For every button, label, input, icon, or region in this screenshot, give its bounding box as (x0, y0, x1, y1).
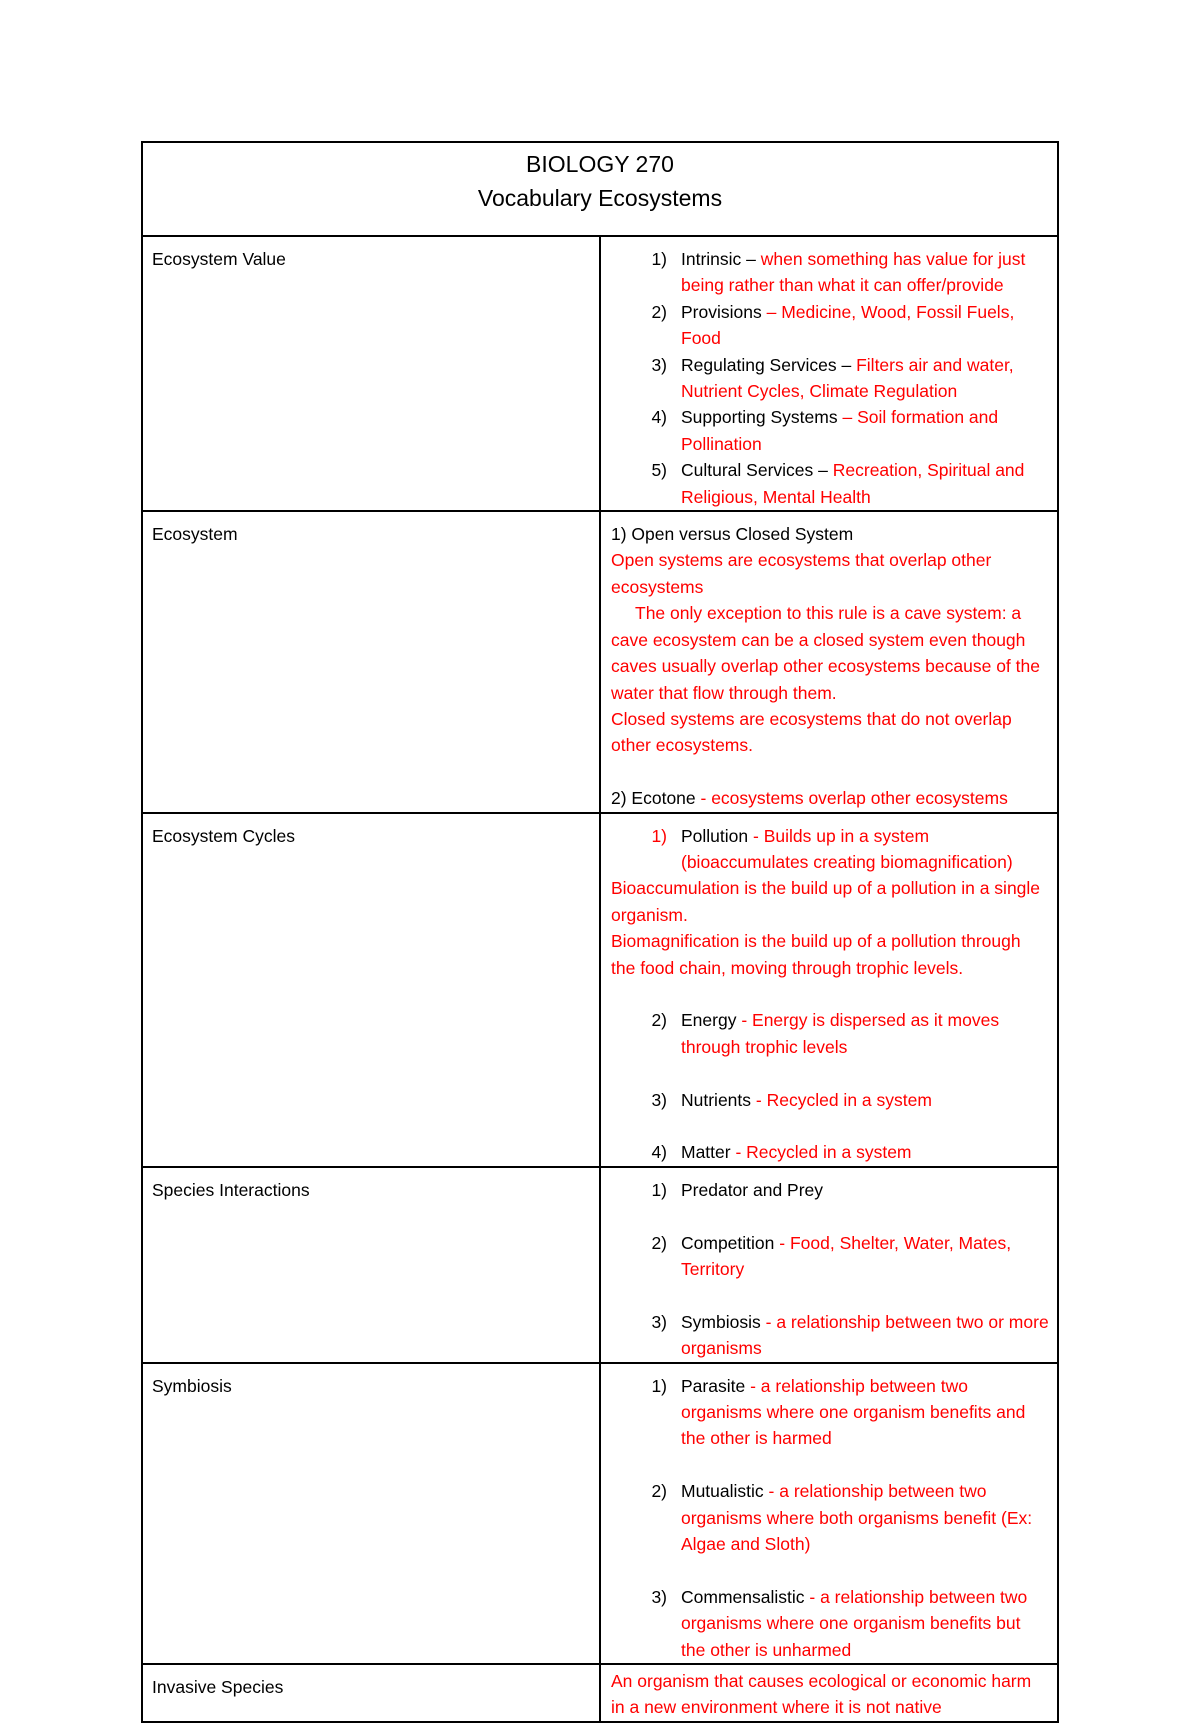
title-cell (142, 142, 1058, 236)
table-row-symbiosis (142, 1363, 1058, 1664)
list-number: 2) (651, 1232, 667, 1253)
ecotone-definition: ecosystems overlap other ecosystems (711, 788, 1008, 809)
list-item (611, 1007, 1049, 1060)
item-definition: Recreation, Spiritual and Religious, Mental Health (681, 460, 1025, 507)
list-item (611, 1478, 1049, 1557)
term-cell: Ecosystem Value (142, 236, 600, 511)
cave-exception-text: The only exception to this rule is a cave system: a cave ecosystem can be a closed system even though caves usually overlap other ecosystems because of the water that flow through them. (611, 603, 1040, 703)
item-label: Matter (681, 1142, 731, 1163)
item-definition: Soil formation and Pollination (681, 407, 999, 454)
item-separator: – (837, 407, 858, 428)
definition-cell (600, 511, 1058, 812)
document-title: Vocabulary Ecosystems (477, 185, 723, 211)
table-row-invasive-species (142, 1664, 1058, 1722)
list-number: 2) (651, 301, 667, 322)
item-definition: Energy is dispersed as it moves through trophic levels (681, 1010, 1000, 1057)
item-separator: - (774, 1232, 790, 1253)
list-number: 3) (651, 1311, 667, 1332)
item-label: Commensalistic (681, 1586, 805, 1607)
definition-cell (600, 1363, 1058, 1664)
list-item (611, 1087, 1049, 1113)
item-definition: Builds up in a system (bioaccumulates creating biomagnification) (681, 825, 1013, 872)
list-number: 2) (651, 1481, 667, 1502)
item-definition: a relationship between two organisms where one organism benefits and the other is harmed (681, 1375, 1026, 1449)
list-item (611, 823, 1049, 876)
item-separator: - (748, 825, 764, 846)
list-item (611, 457, 1049, 510)
ecotone-separator: - (695, 788, 712, 809)
list-item (611, 1139, 1049, 1165)
list-item (611, 299, 1049, 352)
item-definition: Filters air and water, Nutrient Cycles, Climate Regulation (681, 354, 1014, 402)
item-definition: when something has value for just being rather than what it can offer/provide (681, 249, 1026, 296)
item-separator: - (760, 1311, 777, 1332)
definition-cell (600, 236, 1058, 511)
list-number: 1) (651, 249, 667, 269)
item-label: Supporting Systems (681, 407, 838, 428)
item-definition: Recycled in a system (746, 1142, 912, 1163)
item-definition: a relationship between two organisms where both organisms benefit (Ex: Algae and Sloth) (681, 1481, 1033, 1554)
list-number: 1) (651, 825, 667, 846)
item-label: Predator and Prey (681, 1179, 824, 1200)
list-item (611, 1584, 1049, 1663)
item-definition: Recycled in a system (766, 1089, 932, 1110)
ecotone-label: 2) Ecotone (611, 788, 696, 809)
list-item (611, 1177, 1049, 1203)
item-separator: - (751, 1089, 767, 1110)
item-definition: a relationship between two organisms where one organism benefits but the other is unharmed (681, 1586, 1028, 1660)
ecotone-line (611, 785, 1049, 811)
term-cell: Ecosystem Cycles (142, 813, 600, 1167)
term-cell: Invasive Species (142, 1664, 600, 1722)
list-number: 3) (651, 1089, 667, 1110)
item-definition: Medicine, Wood, Fossil Fuels, Food (681, 301, 1015, 349)
item-definition: a relationship between two or more organisms (681, 1311, 1049, 1359)
definition-cell (600, 1167, 1058, 1363)
item-separator: - (745, 1375, 761, 1396)
definition-cell: An organism that causes ecological or economic harm in a new environment where it is not native (600, 1664, 1058, 1722)
item-label: Nutrients (681, 1089, 752, 1110)
open-systems-text: Open systems are ecosystems that overlap other ecosystems (611, 550, 992, 597)
table-row-ecosystem (142, 511, 1058, 812)
item-label: Intrinsic (681, 249, 742, 269)
item-separator: – (761, 301, 782, 322)
definition-cell (600, 813, 1058, 1167)
item-label: Pollution (681, 825, 749, 846)
term-cell: Species Interactions (142, 1167, 600, 1363)
list-number: 4) (651, 1142, 667, 1163)
title-row (142, 142, 1058, 236)
item-label: Competition (681, 1232, 775, 1253)
item-label: Cultural Services (681, 460, 814, 481)
item-label: Symbiosis (681, 1311, 761, 1332)
list-item (611, 1230, 1049, 1283)
item-label: Mutualistic (681, 1481, 764, 1502)
list-item (611, 404, 1049, 457)
item-separator: – (836, 354, 857, 375)
list-number: 2) (651, 1010, 667, 1031)
item-label: Energy (681, 1010, 737, 1031)
vocabulary-table (141, 141, 1059, 1723)
list-number: 1) (651, 1179, 667, 1200)
table-row-ecosystem-value (142, 236, 1058, 511)
item-separator: - (730, 1142, 747, 1163)
item-label: Provisions (681, 301, 762, 322)
list-item (611, 1309, 1049, 1362)
item-label: Regulating Services (681, 354, 837, 375)
list-number: 5) (651, 460, 667, 481)
list-item (611, 352, 1049, 405)
item-label: Parasite (681, 1375, 746, 1396)
vocabulary-sheet (141, 141, 1059, 1723)
item-separator: - (763, 1481, 780, 1502)
course-title: BIOLOGY 270 (526, 151, 674, 177)
open-closed-heading: 1) Open versus Closed System (611, 524, 854, 545)
bioaccumulation-text: Bioaccumulation is the build up of a pollution in a single organism. (611, 878, 1041, 925)
biomagnification-text: Biomagnification is the build up of a pollution through the food chain, moving through trophic levels. (611, 931, 1021, 978)
term-cell: Ecosystem (142, 511, 600, 812)
term-cell: Symbiosis (142, 1363, 600, 1664)
item-separator: - (736, 1010, 753, 1031)
closed-systems-text: Closed systems are ecosystems that do not overlap other ecosystems. (611, 708, 1012, 756)
list-item (611, 246, 1049, 299)
list-item (611, 1373, 1049, 1452)
list-number: 4) (651, 407, 667, 428)
list-number: 1) (651, 1375, 667, 1396)
item-definition: Food, Shelter, Water, Mates, Territory (681, 1232, 1012, 1279)
list-number: 3) (651, 354, 667, 375)
table-row-ecosystem-cycles (142, 813, 1058, 1167)
list-number: 3) (651, 1586, 667, 1607)
item-separator: – (813, 460, 833, 481)
item-separator: - (804, 1586, 821, 1607)
item-separator: – (741, 249, 761, 269)
table-row-species-interactions (142, 1167, 1058, 1363)
